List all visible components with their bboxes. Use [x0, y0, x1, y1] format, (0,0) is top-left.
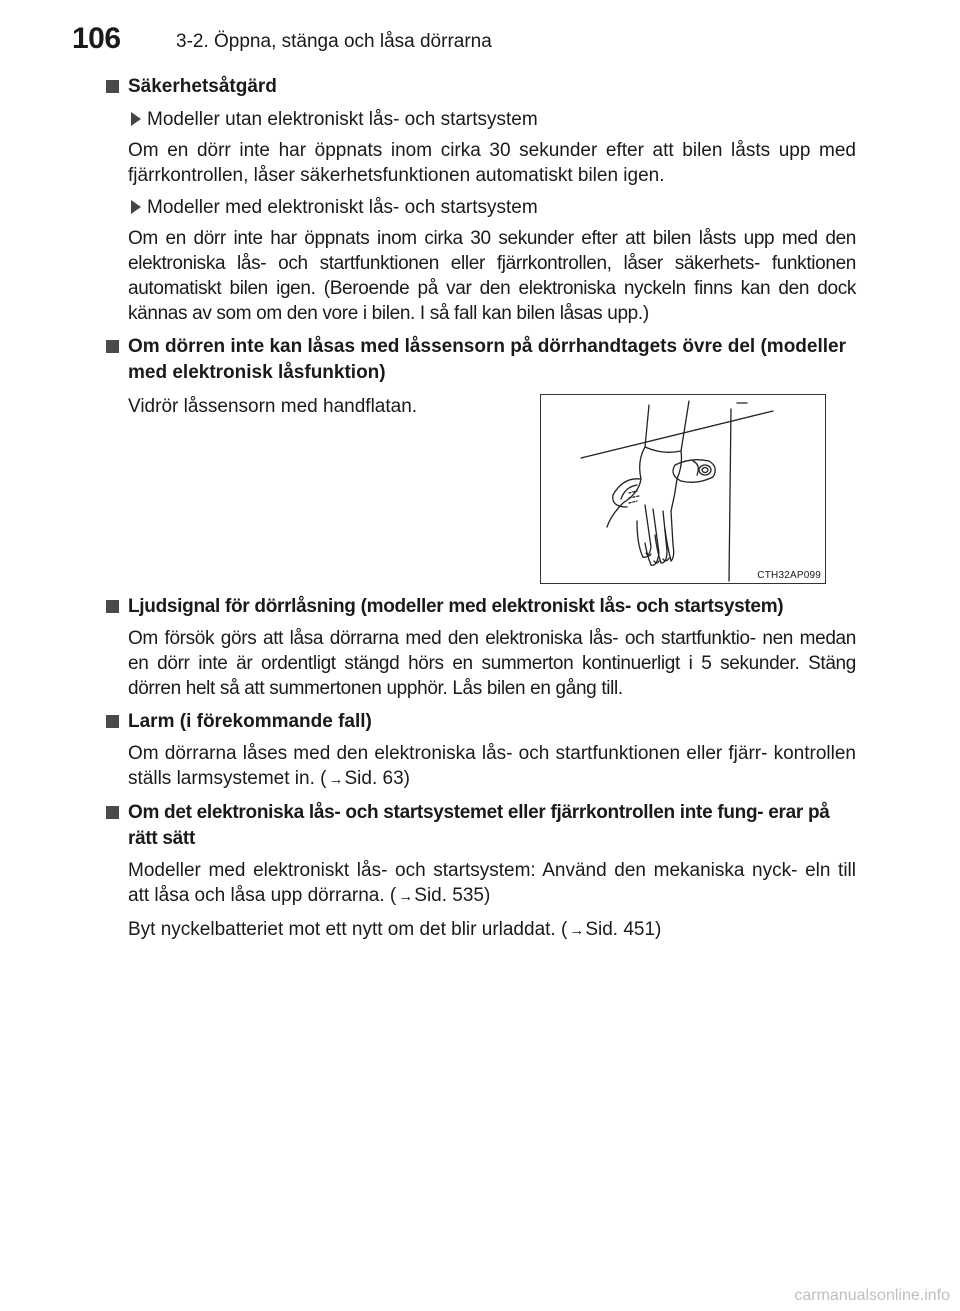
- figure-code: CTH32AP099: [757, 570, 821, 581]
- text-segment: ): [484, 885, 491, 906]
- text-segment: Modeller med elektroniskt lås- och startsystem: Använd den mekaniska nyck- eln till att låsa och låsa upp dörrarna. (: [128, 860, 856, 906]
- square-bullet-icon: [106, 600, 119, 613]
- paragraph-safety-2: Om en dörr inte har öppnats inom cirka 30 sekunder efter att bilen låsts upp med den elektroniska lås- och startfunktionen eller fjärrkontrollen, låser säkerhets- funktionen automatiskt bilen igen. (Beroende på var den elektroniska nyckeln finns kan den dock kännas av som om den vore i bilen. I så fall kan bilen låsas upp.): [128, 228, 856, 324]
- section-title-text: Ljudsignal för dörrlåsning (modeller med elektroniskt lås- och startsystem): [128, 596, 784, 617]
- section-title-alarm: [104, 709, 856, 735]
- door-handle-illustration: [540, 394, 826, 584]
- page-number: 106: [72, 22, 121, 55]
- triangle-bullet-icon: [131, 112, 141, 126]
- section-title-lock-sensor: [104, 334, 856, 386]
- arrow-right-icon: →: [398, 888, 414, 905]
- hand-on-door-handle-image: [541, 395, 825, 583]
- paragraph-alarm: [104, 741, 856, 792]
- square-bullet-icon: [106, 340, 119, 353]
- page-reference-link[interactable]: Sid. 451: [585, 919, 656, 940]
- subheading-text: Modeller utan elektroniskt lås- och startsystem: [147, 109, 538, 130]
- section-title-buzzer: [104, 594, 856, 620]
- text-segment: ): [655, 919, 662, 940]
- section-title-text: Om det elektroniska lås- och startsystemet eller fjärrkontrollen inte fung- erar på rätt sätt: [128, 802, 830, 849]
- square-bullet-icon: [106, 715, 119, 728]
- text-segment: Byt nyckelbatteriet mot ett nytt om det blir urladdat. (: [128, 919, 568, 940]
- chapter-title: 3-2. Öppna, stänga och låsa dörrarna: [176, 31, 492, 52]
- arrow-right-icon: →: [569, 922, 585, 939]
- watermark-text: carmanualsonline.info: [794, 1287, 950, 1304]
- subheading-without-smart-key: [104, 107, 856, 132]
- page-reference-link[interactable]: Sid. 535: [414, 885, 484, 906]
- square-bullet-icon: [106, 80, 119, 93]
- section-title-text: Om dörren inte kan låsas med låssensorn på dörrhandtagets övre del (modeller med elektronisk låsfunktion): [128, 336, 846, 383]
- section-title-malfunction: [104, 800, 856, 852]
- sensor-block: [104, 394, 856, 582]
- paragraph-buzzer: Om försök görs att låsa dörrarna med den elektroniska lås- och startfunktio- nen medan en dörr inte är ordentligt stängd hörs en summerton kontinuerligt i 5 sekunder. Stäng dörren helt så att summertonen upphör. Lås bilen en gång till.: [128, 628, 856, 699]
- page-content: [104, 74, 856, 943]
- triangle-bullet-icon: [131, 200, 141, 214]
- section-title-text: Säkerhetsåtgärd: [128, 76, 277, 97]
- arrow-right-icon: →: [328, 771, 344, 788]
- square-bullet-icon: [106, 806, 119, 819]
- paragraph-safety-1: Om en dörr inte har öppnats inom cirka 30 sekunder efter att bilen låsts upp med fjärrkontrollen, låser säkerhetsfunktionen automatiskt bilen igen.: [128, 140, 856, 186]
- text-segment: Om dörrarna låses med den elektroniska lås- och startfunktionen eller fjärr- kontrollen ställs larmsystemet in. (: [128, 743, 856, 789]
- section-title-text: Larm (i förekommande fall): [128, 711, 372, 732]
- text-segment: ): [403, 768, 410, 789]
- page-reference-link[interactable]: Sid. 63: [344, 768, 404, 789]
- paragraph-sensor: Vidrör låssensorn med handflatan.: [128, 396, 418, 417]
- paragraph-malfunction-1: [104, 858, 856, 909]
- subheading-with-smart-key: [104, 195, 856, 220]
- subheading-text: Modeller med elektroniskt lås- och startsystem: [147, 197, 538, 218]
- paragraph-malfunction-2: [104, 917, 856, 943]
- section-title-safety: [104, 74, 856, 100]
